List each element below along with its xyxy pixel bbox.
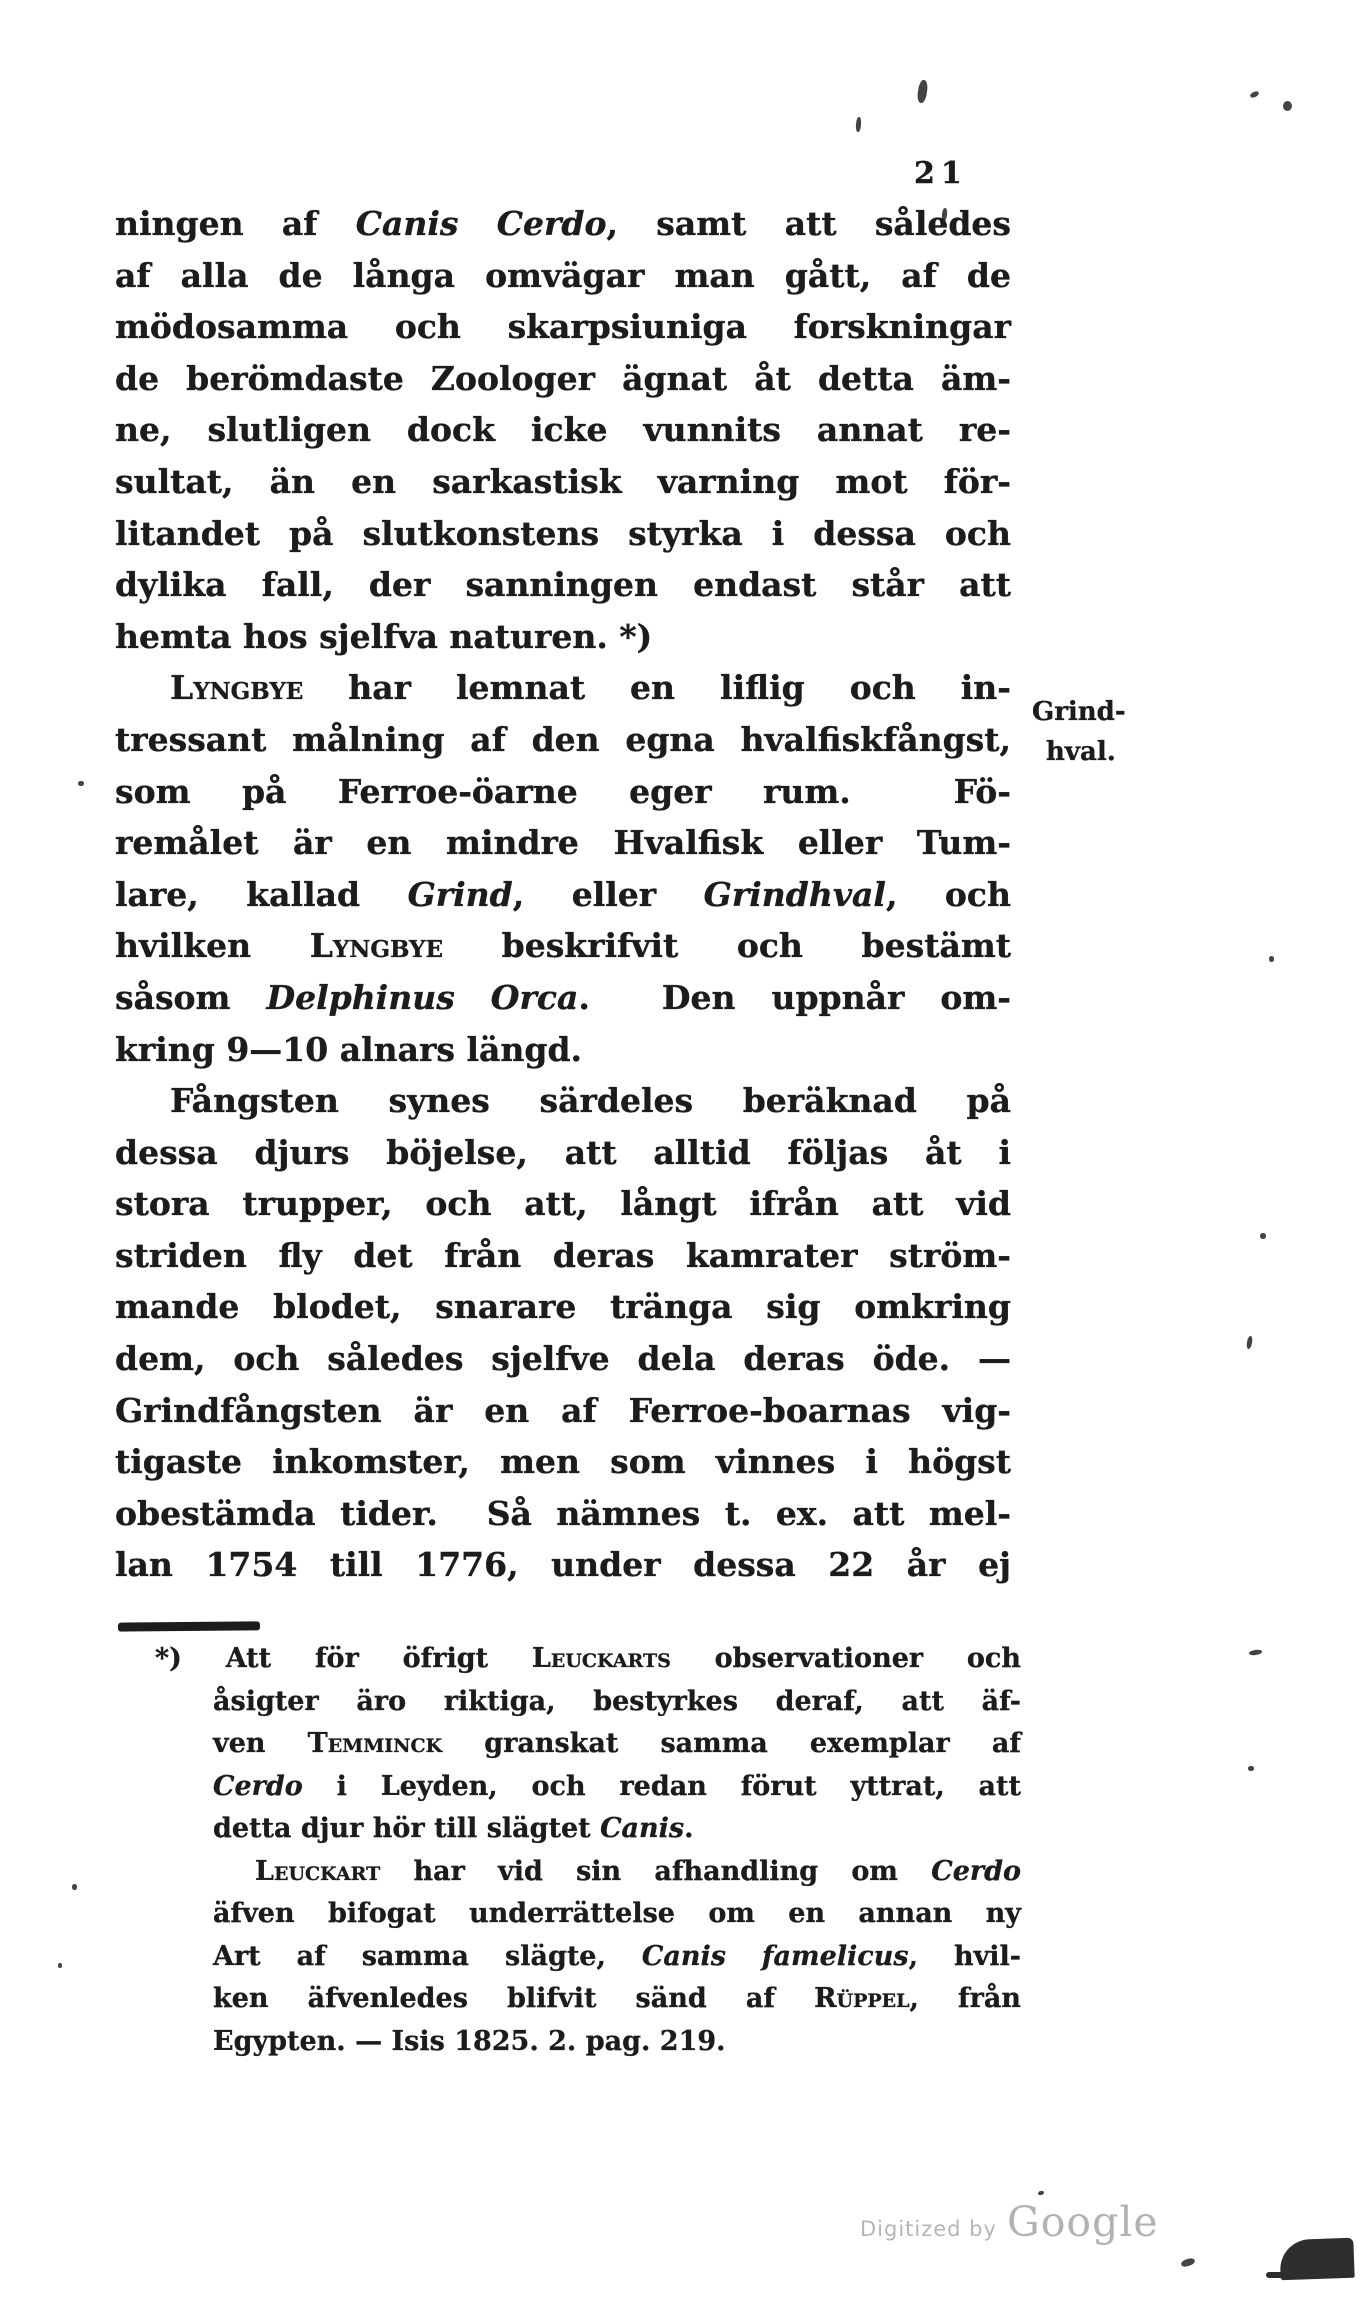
text-segment: , hvil-: [908, 1940, 1021, 1972]
margin-note: [1032, 692, 1172, 772]
google-watermark: [860, 2198, 1159, 2246]
text-segment: ken äfvenledes blifvit sänd af: [213, 1983, 815, 2014]
text-segment: ne, slutligen dock icke vunnits annat re-: [115, 410, 1011, 450]
text-segment: Egypten. — Isis 1825. 2. pag. 219.: [213, 2025, 726, 2057]
text-segment: som på Ferroe-öarne eger rum. Fö-: [115, 771, 1011, 811]
scan-speck: [1180, 2257, 1195, 2268]
text-segment: Rüppel: [814, 1983, 910, 2014]
text-segment: , eller: [512, 874, 704, 914]
digitized-by-label: Digitized by: [860, 2217, 997, 2241]
text-segment: mödosamma och skarpsiuniga forskningar: [115, 307, 1011, 347]
corner-scan-artifact: [1266, 2272, 1284, 2278]
text-line: [155, 1936, 1021, 1979]
text-line: [115, 404, 1011, 456]
google-wordmark: Google: [1006, 2198, 1159, 2246]
scan-speck: [1269, 956, 1274, 962]
text-line: [115, 920, 1011, 972]
text-line: [115, 1127, 1011, 1179]
text-line: [155, 1681, 1021, 1724]
text-segment: hemta hos sjelfva naturen. *): [115, 616, 653, 656]
text-segment: de berömdaste Zoologer ägnat åt detta äm-: [115, 358, 1011, 398]
corner-scan-artifact: [1279, 2238, 1354, 2281]
text-segment: Lyngbye: [309, 926, 443, 966]
scan-speck: [916, 79, 928, 103]
text-segment: Delphinus Orca: [266, 977, 579, 1017]
text-segment: Grindhval: [703, 874, 886, 914]
text-segment: , och: [885, 874, 1012, 914]
scan-speck: [855, 117, 861, 132]
text-line: [115, 1178, 1011, 1230]
text-segment: , från: [909, 1983, 1022, 2014]
text-segment: sultat, än en sarkastisk varning mot för-: [115, 461, 1011, 501]
scan-speck: [78, 781, 84, 786]
text-segment: mande blodet, snarare tränga sig omkring: [115, 1287, 1011, 1327]
text-segment: litandet på slutkonstens styrka i dessa och: [115, 513, 1011, 553]
text-segment: kring 9—10 alnars längd.: [115, 1029, 583, 1069]
text-segment: Leuckarts: [531, 1643, 671, 1674]
text-segment: Fångsten synes särdeles beräknad på: [170, 1081, 1011, 1121]
text-segment: lare, kallad: [115, 874, 408, 914]
scan-speck: [1249, 90, 1259, 98]
text-line: [115, 972, 1011, 1024]
scan-speck: [1038, 2190, 1045, 2195]
text-line: [115, 559, 1011, 611]
text-line: [115, 817, 1011, 869]
margin-note-line: Grind-: [1032, 697, 1126, 727]
text-line: [115, 1333, 1011, 1385]
text-segment: . Den uppnår om-: [578, 977, 1011, 1017]
text-segment: äfven bifogat underrättelse om en annan ny: [213, 1898, 1021, 1929]
text-line: [115, 869, 1011, 921]
text-line: [115, 1075, 1011, 1127]
text-segment: ningen af: [115, 204, 356, 243]
body-text: [115, 198, 1011, 1591]
scan-speck: [1283, 101, 1292, 111]
margin-note-line: hval.: [1046, 737, 1116, 767]
text-segment: har vid sin afhandling om: [380, 1855, 932, 1887]
text-segment: observationer och: [670, 1643, 1021, 1674]
footnote-rule: [118, 1621, 260, 1631]
text-segment: Cerdo: [931, 1855, 1021, 1887]
text-segment: har lemnat en liflig och in-: [303, 668, 1011, 708]
text-segment: såsom: [115, 977, 267, 1017]
text-line: [155, 1851, 1021, 1894]
text-line: [115, 1024, 1011, 1076]
text-line: [115, 611, 1011, 663]
text-line: [115, 353, 1011, 405]
text-segment: ven: [213, 1728, 308, 1759]
text-line: [115, 456, 1011, 508]
text-segment: stora trupper, och att, långt ifrån att vid: [115, 1184, 1011, 1224]
text-line: [115, 766, 1011, 818]
text-line: [115, 508, 1011, 560]
text-segment: i Leyden, och redan förut yttrat, att: [302, 1770, 1021, 1802]
scan-speck: [1248, 1766, 1254, 1771]
text-segment: granskat samma exemplar af: [442, 1728, 1021, 1759]
text-segment: Grindfångsten är en af Ferroe-boarnas vig-: [115, 1390, 1011, 1430]
text-line: [115, 1281, 1011, 1333]
text-line: [115, 1385, 1011, 1437]
footnote-text: [155, 1638, 1021, 2063]
text-line: [115, 1539, 1011, 1591]
text-segment: dessa djurs böjelse, att alltid följas åt i: [115, 1132, 1011, 1172]
text-segment: obestämda tider. Så nämnes t. ex. att mel-: [115, 1493, 1011, 1533]
text-segment: åsigter äro riktiga, bestyrkes deraf, att äf-: [213, 1685, 1021, 1717]
scan-speck: [1249, 1649, 1263, 1656]
text-line: [115, 1230, 1011, 1282]
text-segment: Grind: [407, 874, 513, 914]
text-segment: Canis famelicus: [641, 1940, 909, 1972]
text-line: [155, 1978, 1021, 2021]
text-segment: Leuckart: [255, 1855, 381, 1887]
text-line: [115, 250, 1011, 302]
text-line: [115, 714, 1011, 766]
text-segment: striden fly det från deras kamrater ström-: [115, 1235, 1011, 1275]
text-segment: *) Att för öfrigt: [155, 1643, 532, 1674]
text-line: [115, 1488, 1011, 1540]
text-segment: tressant målning af den egna hvalfiskfångst,: [115, 719, 1011, 759]
scan-speck: [1246, 1336, 1253, 1350]
text-segment: dylika fall, der sanningen endast står att: [115, 565, 1011, 605]
text-line: [155, 1893, 1021, 1936]
text-line: [155, 1808, 1021, 1851]
scan-speck: [58, 1963, 62, 1968]
page-number: 21: [914, 156, 968, 191]
text-line: [115, 301, 1011, 353]
text-segment: Temminck: [307, 1728, 443, 1759]
text-segment: dem, och således sjelfve dela deras öde. —: [115, 1339, 1011, 1379]
text-segment: beskrifvit och bestämt: [443, 926, 1011, 966]
text-line: [155, 2021, 1021, 2064]
text-segment: remålet är en mindre Hvalfisk eller Tum-: [115, 823, 1011, 863]
text-segment: , samt att således: [606, 204, 1011, 243]
text-segment: Lyngbye: [170, 668, 304, 708]
scan-speck: [72, 1884, 77, 1890]
text-segment: af alla de långa omvägar man gått, af de: [115, 255, 1011, 295]
text-line: [115, 662, 1011, 714]
text-segment: hvilken: [115, 926, 310, 966]
text-segment: Canis: [600, 1813, 685, 1844]
text-line: [115, 198, 1011, 250]
text-line: [155, 1638, 1021, 1681]
text-segment: Cerdo: [213, 1770, 303, 1802]
text-segment: lan 1754 till 1776, under dessa 22 år ej: [115, 1545, 1011, 1585]
text-segment: .: [684, 1813, 694, 1844]
text-segment: Art af samma slägte,: [213, 1940, 642, 1972]
scan-speck: [1260, 1233, 1266, 1239]
text-line: [115, 1436, 1011, 1488]
text-segment: detta djur hör till slägtet: [213, 1813, 601, 1844]
text-line: [155, 1766, 1021, 1809]
text-segment: tigaste inkomster, men som vinnes i högst: [115, 1442, 1011, 1482]
text-segment: Canis Cerdo: [355, 204, 607, 243]
text-line: [155, 1723, 1021, 1766]
